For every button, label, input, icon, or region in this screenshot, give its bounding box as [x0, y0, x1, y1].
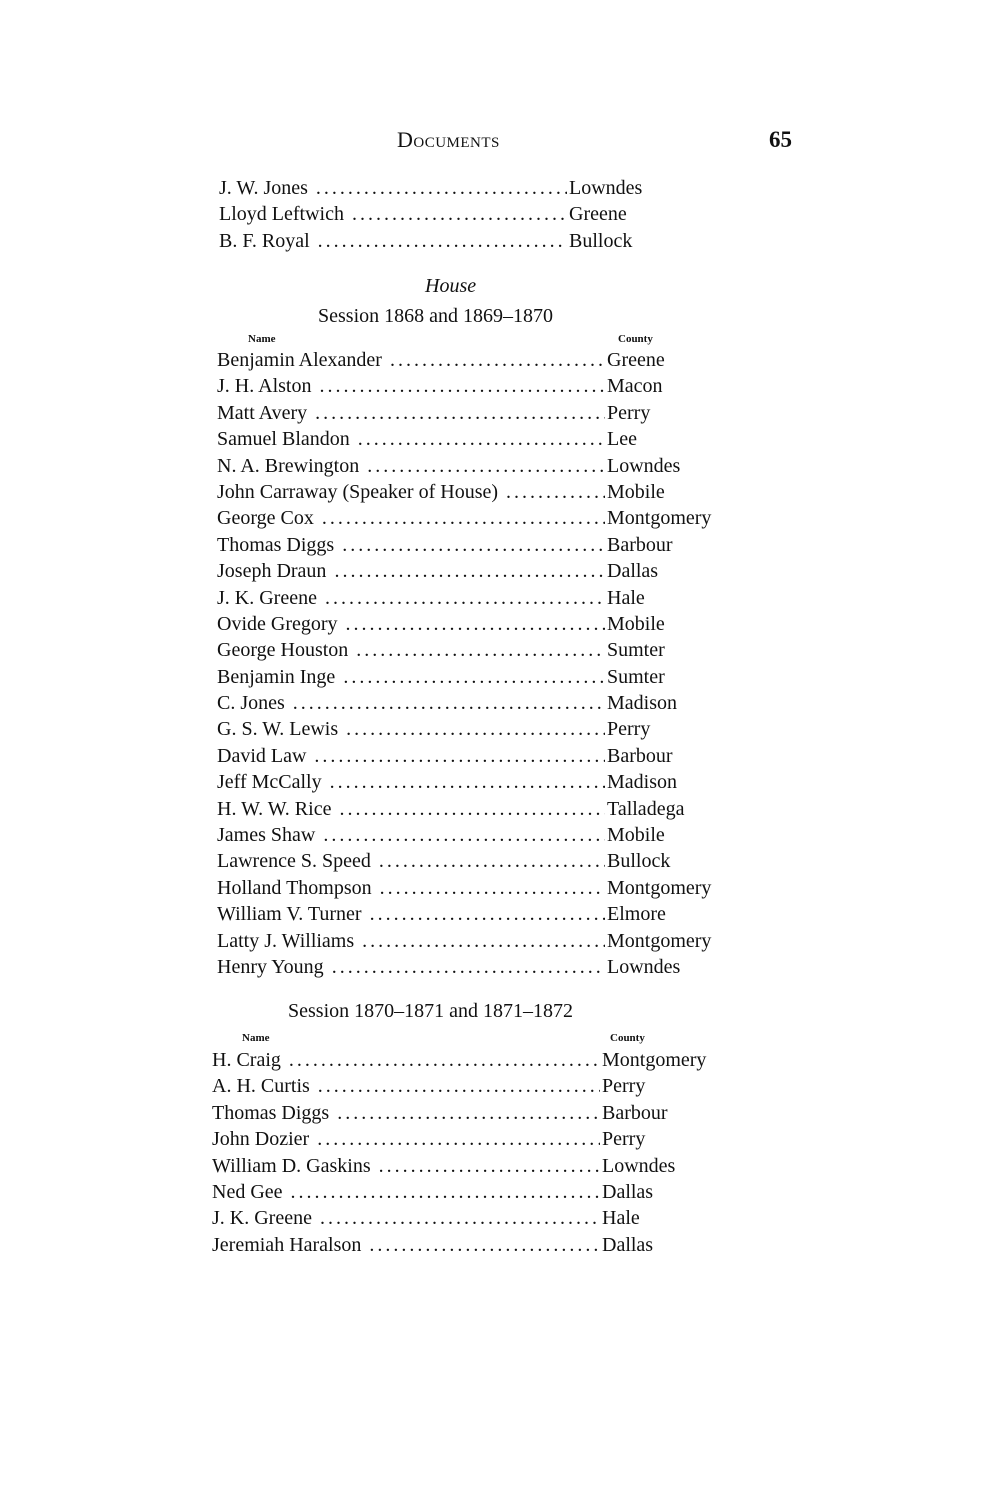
member-name: J. K. Greene	[217, 586, 317, 609]
list-item	[217, 532, 737, 558]
list-item	[217, 796, 737, 822]
leader-dots	[390, 347, 605, 373]
senate-continued-list	[219, 175, 699, 254]
leader-dots	[314, 743, 605, 769]
list-item	[217, 743, 737, 769]
member-county: Lowndes	[607, 454, 681, 477]
member-name: William D. Gaskins	[212, 1154, 371, 1177]
list-item	[212, 1179, 732, 1205]
list-item	[219, 175, 699, 201]
list-item	[212, 1232, 732, 1258]
col-head-county: County	[610, 1032, 645, 1044]
member-name: B. F. Royal	[219, 229, 310, 252]
list-item	[212, 1100, 732, 1126]
member-county: Madison	[607, 692, 677, 715]
list-item	[217, 373, 737, 399]
member-county: Barbour	[607, 744, 673, 767]
member-county: Dallas	[607, 560, 659, 583]
member-county: Montgomery	[607, 507, 712, 530]
member-name: Lloyd Leftwich	[219, 203, 344, 226]
col-head-name: Name	[242, 1032, 270, 1044]
list-item	[217, 505, 737, 531]
member-name: Joseph Draun	[217, 560, 327, 583]
member-name: Matt Avery	[217, 401, 308, 424]
session-2-column-heads	[212, 1032, 732, 1046]
member-name: John Dozier	[212, 1128, 310, 1151]
member-name: Ovide Gregory	[217, 612, 338, 635]
member-county: Barbour	[602, 1101, 668, 1124]
house-heading: House	[425, 275, 477, 297]
member-county: Mobile	[607, 824, 665, 847]
leader-dots	[332, 954, 605, 980]
list-item	[217, 901, 737, 927]
list-item	[217, 664, 737, 690]
member-name: William V. Turner	[217, 903, 362, 926]
leader-dots	[334, 558, 605, 584]
list-item	[217, 928, 737, 954]
leader-dots	[316, 175, 567, 201]
leader-dots	[323, 822, 605, 848]
member-county: Dallas	[602, 1233, 654, 1256]
session-1-column-heads	[218, 333, 738, 347]
list-item	[219, 228, 699, 254]
member-county: Perry	[607, 401, 651, 424]
running-title: Documents	[397, 127, 500, 152]
col-head-county: County	[618, 333, 653, 345]
member-county: Lowndes	[569, 177, 643, 199]
leader-dots	[337, 1100, 600, 1126]
member-county: Bullock	[569, 229, 633, 252]
page-number: 65	[769, 127, 792, 152]
member-county: Lee	[607, 428, 637, 451]
member-name: George Houston	[217, 639, 349, 662]
member-county: Hale	[607, 586, 645, 609]
member-county: Greene	[569, 203, 627, 226]
list-item	[217, 558, 737, 584]
list-item	[217, 848, 737, 874]
leader-dots	[356, 637, 605, 663]
member-name: James Shaw	[217, 824, 316, 847]
session-1-title: Session 1868 and 1869–1870	[318, 305, 553, 327]
leader-dots	[343, 664, 605, 690]
list-item	[217, 611, 737, 637]
member-name: Latty J. Williams	[217, 929, 355, 952]
member-county: Mobile	[607, 480, 665, 503]
member-county: Lowndes	[602, 1154, 676, 1177]
leader-dots	[369, 1232, 600, 1258]
leader-dots	[339, 796, 605, 822]
member-name: John Carraway (Speaker of House)	[217, 480, 499, 503]
list-item	[217, 716, 737, 742]
list-item	[217, 690, 737, 716]
member-county: Macon	[607, 375, 663, 398]
leader-dots	[318, 1073, 600, 1099]
member-name: George Cox	[217, 507, 314, 530]
leader-dots	[342, 532, 605, 558]
leader-dots	[346, 611, 605, 637]
member-name: Lawrence S. Speed	[217, 850, 371, 873]
member-name: Samuel Blandon	[217, 428, 350, 451]
list-item	[217, 400, 737, 426]
member-county: Montgomery	[607, 876, 712, 899]
member-county: Barbour	[607, 533, 673, 556]
member-name: David Law	[217, 744, 307, 767]
member-name: J. H. Alston	[217, 375, 312, 398]
leader-dots	[317, 1126, 600, 1152]
list-item	[212, 1153, 732, 1179]
member-county: Perry	[602, 1128, 646, 1151]
list-item	[219, 201, 699, 227]
leader-dots	[370, 901, 605, 927]
leader-dots	[289, 1047, 600, 1073]
member-name: Benjamin Inge	[217, 665, 336, 688]
member-name: Jeremiah Haralson	[212, 1233, 362, 1256]
member-name: Benjamin Alexander	[217, 349, 382, 371]
session-1-member-list	[217, 347, 737, 980]
member-county: Mobile	[607, 612, 665, 635]
member-name: Henry Young	[217, 955, 324, 978]
member-name: A. H. Curtis	[212, 1075, 310, 1098]
list-item	[217, 954, 737, 980]
member-name: G. S. W. Lewis	[217, 718, 339, 741]
member-county: Elmore	[607, 903, 666, 926]
leader-dots	[291, 1179, 600, 1205]
member-county: Bullock	[607, 850, 671, 873]
leader-dots	[380, 875, 605, 901]
member-county: Talladega	[607, 797, 685, 820]
list-item	[217, 426, 737, 452]
leader-dots	[346, 716, 605, 742]
list-item	[217, 585, 737, 611]
member-name: Thomas Diggs	[212, 1101, 330, 1124]
leader-dots	[379, 848, 605, 874]
leader-dots	[320, 1205, 600, 1231]
leader-dots	[352, 201, 567, 227]
member-county: Lowndes	[607, 955, 681, 978]
leader-dots	[367, 453, 605, 479]
list-item	[212, 1205, 732, 1231]
member-name: Ned Gee	[212, 1180, 283, 1203]
member-name: Holland Thompson	[217, 876, 372, 899]
leader-dots	[362, 928, 605, 954]
member-county: Madison	[607, 771, 677, 794]
member-name: C. Jones	[217, 692, 285, 715]
list-item	[217, 347, 737, 373]
session-2-member-list	[212, 1047, 732, 1258]
leader-dots	[318, 228, 567, 254]
member-county: Sumter	[607, 665, 665, 688]
leader-dots	[319, 373, 605, 399]
leader-dots	[379, 1153, 600, 1179]
leader-dots	[315, 400, 605, 426]
list-item	[212, 1126, 732, 1152]
list-item	[212, 1073, 732, 1099]
member-name: J. K. Greene	[212, 1207, 312, 1230]
list-item	[212, 1047, 732, 1073]
list-item	[217, 822, 737, 848]
session-2-title: Session 1870–1871 and 1871–1872	[288, 1000, 573, 1022]
member-county: Dallas	[602, 1180, 654, 1203]
member-name: Jeff McCally	[217, 771, 322, 794]
member-county: Montgomery	[602, 1049, 707, 1071]
member-county: Perry	[607, 718, 651, 741]
leader-dots	[293, 690, 605, 716]
member-name: N. A. Brewington	[217, 454, 360, 477]
list-item	[217, 453, 737, 479]
col-head-name: Name	[248, 333, 276, 345]
leader-dots	[330, 769, 605, 795]
member-name: J. W. Jones	[219, 177, 308, 199]
leader-dots	[325, 585, 605, 611]
list-item	[217, 637, 737, 663]
member-name: Thomas Diggs	[217, 533, 335, 556]
member-county: Perry	[602, 1075, 646, 1098]
member-name: H. W. W. Rice	[217, 797, 332, 820]
member-county: Sumter	[607, 639, 665, 662]
leader-dots	[506, 479, 605, 505]
leader-dots	[358, 426, 605, 452]
member-county: Montgomery	[607, 929, 712, 952]
list-item	[217, 479, 737, 505]
list-item	[217, 769, 737, 795]
member-county: Greene	[607, 349, 665, 371]
list-item	[217, 875, 737, 901]
leader-dots	[322, 505, 605, 531]
member-name: H. Craig	[212, 1049, 281, 1071]
member-county: Hale	[602, 1207, 640, 1230]
